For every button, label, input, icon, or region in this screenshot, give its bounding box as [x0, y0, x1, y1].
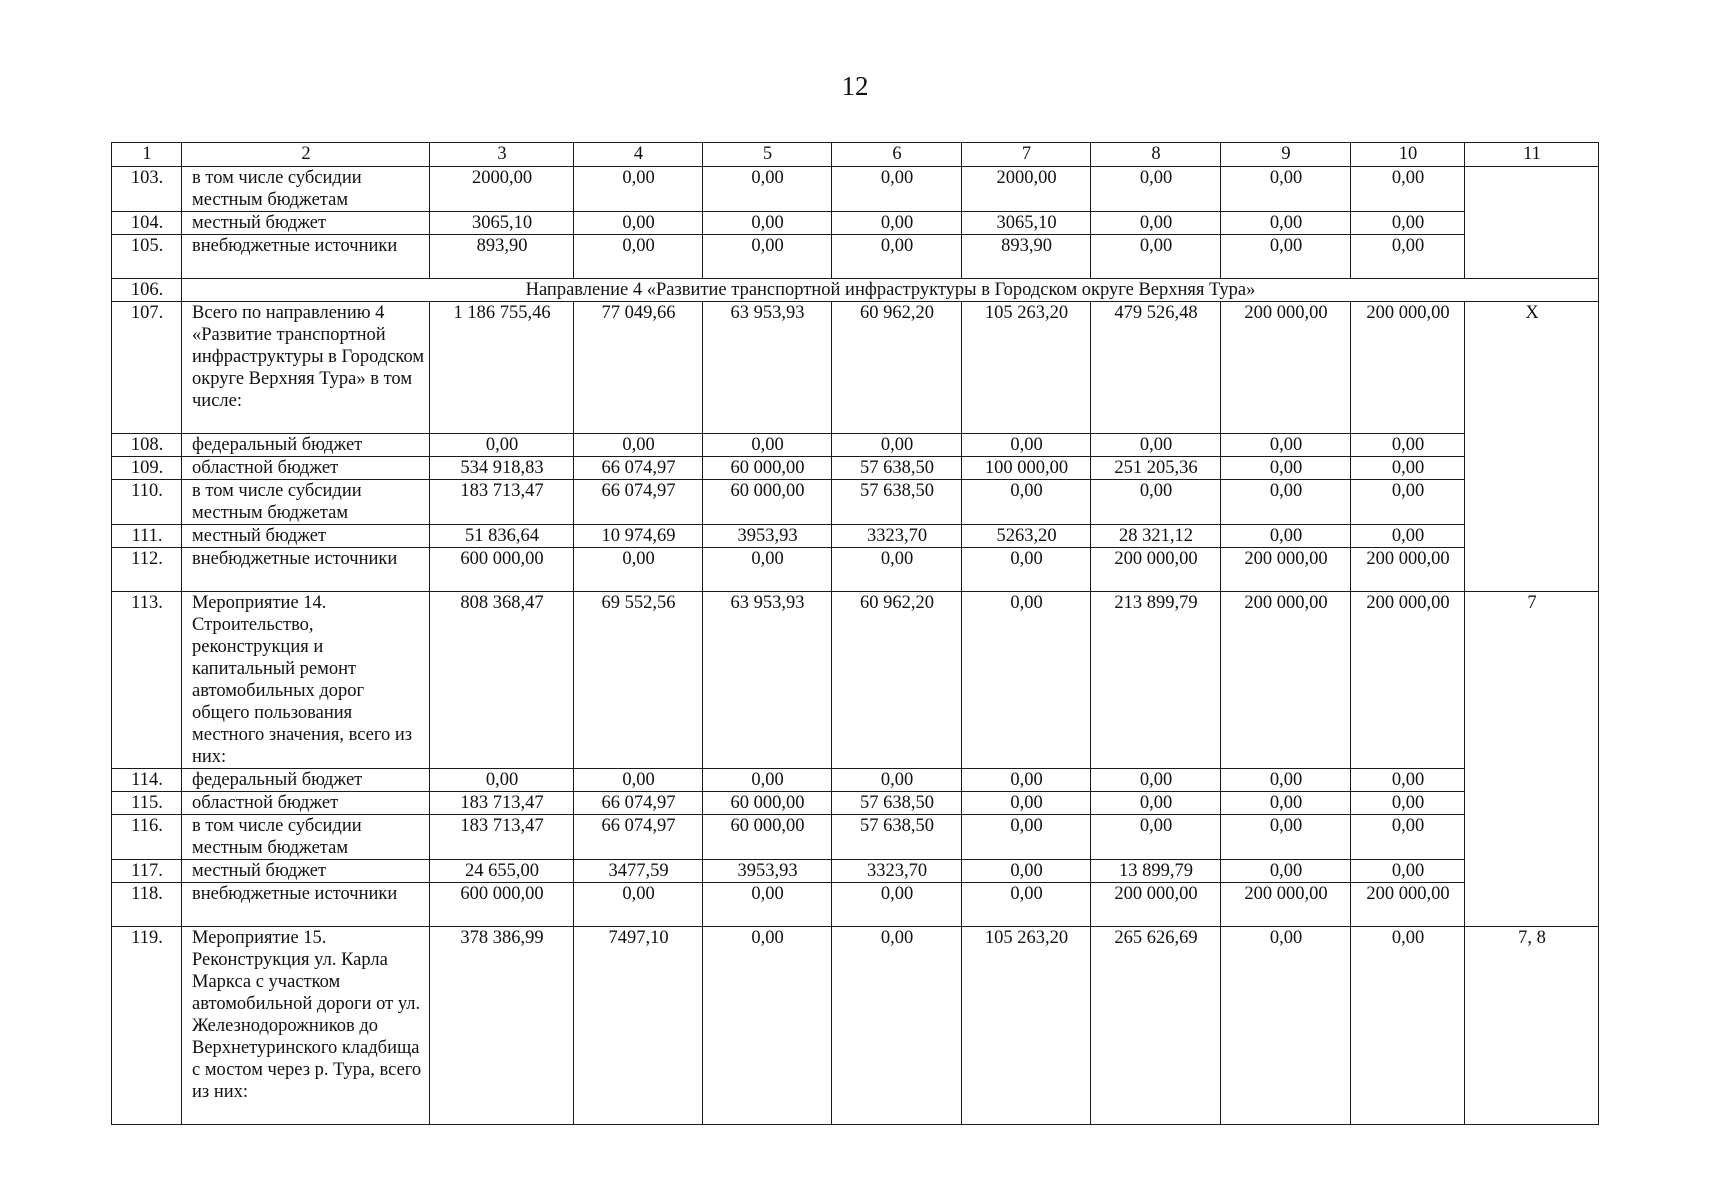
- value-cell: 3477,59: [574, 860, 703, 883]
- value-cell: 378 386,99: [430, 927, 574, 1125]
- value-cell: 3065,10: [962, 212, 1091, 235]
- row-name: областной бюджет: [182, 792, 430, 815]
- value-cell: 0,00: [962, 860, 1091, 883]
- value-cell: 251 205,36: [1091, 457, 1221, 480]
- row-number: 112.: [112, 548, 182, 592]
- row-name: Мероприятие 15. Реконструкция ул. Карла Маркса с участком автомобильной дороги от ул. Железнодорожников до Верхнетуринского кладбища с мостом через р. Тура, всего из них:: [182, 927, 430, 1125]
- row-name: федеральный бюджет: [182, 434, 430, 457]
- value-cell: 3323,70: [832, 525, 962, 548]
- row-name: внебюджетные источники: [182, 548, 430, 592]
- value-cell: 66 074,97: [574, 480, 703, 525]
- value-cell: 66 074,97: [574, 792, 703, 815]
- row-name: в том числе субсидии местным бюджетам: [182, 167, 430, 212]
- table-row: [112, 927, 1599, 1125]
- row-name: федеральный бюджет: [182, 769, 430, 792]
- value-cell: 0,00: [1351, 457, 1465, 480]
- value-cell: 13 899,79: [1091, 860, 1221, 883]
- row-number: 107.: [112, 302, 182, 434]
- value-cell: 0,00: [1221, 480, 1351, 525]
- value-cell: 200 000,00: [1221, 883, 1351, 927]
- value-cell: 0,00: [1091, 480, 1221, 525]
- value-cell: 0,00: [1351, 480, 1465, 525]
- value-cell: 0,00: [574, 167, 703, 212]
- value-cell: 0,00: [832, 434, 962, 457]
- table-header: [112, 143, 1599, 167]
- value-cell: 2000,00: [962, 167, 1091, 212]
- value-cell: 10 974,69: [574, 525, 703, 548]
- value-cell: 0,00: [832, 235, 962, 279]
- header-cell: 11: [1465, 143, 1599, 167]
- row-number: 109.: [112, 457, 182, 480]
- value-cell: 893,90: [430, 235, 574, 279]
- table-row: [112, 457, 1599, 480]
- value-cell: 0,00: [1091, 212, 1221, 235]
- table-row: [112, 235, 1599, 279]
- value-cell: 60 000,00: [703, 792, 832, 815]
- value-cell: 0,00: [1221, 167, 1351, 212]
- value-cell: 0,00: [1221, 927, 1351, 1125]
- value-cell: 0,00: [703, 548, 832, 592]
- value-cell: 0,00: [703, 927, 832, 1125]
- value-cell: 63 953,93: [703, 302, 832, 434]
- header-cell: 3: [430, 143, 574, 167]
- value-cell: 0,00: [703, 883, 832, 927]
- value-cell: 0,00: [962, 434, 1091, 457]
- value-cell: 0,00: [962, 792, 1091, 815]
- row-number: 113.: [112, 592, 182, 769]
- value-cell: 200 000,00: [1091, 548, 1221, 592]
- value-cell: 0,00: [1351, 769, 1465, 792]
- value-cell: 534 918,83: [430, 457, 574, 480]
- value-cell: 893,90: [962, 235, 1091, 279]
- row-name: внебюджетные источники: [182, 883, 430, 927]
- table-row: [112, 167, 1599, 212]
- value-cell: 3953,93: [703, 860, 832, 883]
- value-cell: 0,00: [574, 434, 703, 457]
- value-cell: 0,00: [1351, 212, 1465, 235]
- row-name: Всего по направлению 4 «Развитие транспортной инфраструктуры в Городском округе Верхняя Тура» в том числе:: [182, 302, 430, 434]
- row-number: 108.: [112, 434, 182, 457]
- value-cell: 0,00: [1221, 860, 1351, 883]
- value-cell: 183 713,47: [430, 480, 574, 525]
- header-cell: 10: [1351, 143, 1465, 167]
- value-cell: 0,00: [1221, 792, 1351, 815]
- value-cell: 105 263,20: [962, 927, 1091, 1125]
- value-cell: 0,00: [962, 815, 1091, 860]
- header-cell: 5: [703, 143, 832, 167]
- target-indicator-cell: [1465, 167, 1599, 279]
- value-cell: 5263,20: [962, 525, 1091, 548]
- value-cell: 0,00: [962, 883, 1091, 927]
- value-cell: 600 000,00: [430, 548, 574, 592]
- table-row: [112, 792, 1599, 815]
- value-cell: 0,00: [574, 548, 703, 592]
- table-row: [112, 548, 1599, 592]
- table-row: [112, 434, 1599, 457]
- row-name: в том числе субсидии местным бюджетам: [182, 480, 430, 525]
- target-indicator-cell: 7: [1465, 592, 1599, 927]
- row-number: 115.: [112, 792, 182, 815]
- header-cell: 2: [182, 143, 430, 167]
- value-cell: 0,00: [430, 434, 574, 457]
- value-cell: 100 000,00: [962, 457, 1091, 480]
- row-name: местный бюджет: [182, 212, 430, 235]
- value-cell: 808 368,47: [430, 592, 574, 769]
- value-cell: 200 000,00: [1221, 592, 1351, 769]
- value-cell: 0,00: [1091, 769, 1221, 792]
- value-cell: 0,00: [1221, 434, 1351, 457]
- value-cell: 0,00: [832, 769, 962, 792]
- value-cell: 0,00: [1221, 235, 1351, 279]
- value-cell: 0,00: [1091, 434, 1221, 457]
- row-number: 111.: [112, 525, 182, 548]
- value-cell: 200 000,00: [1351, 883, 1465, 927]
- value-cell: 0,00: [1221, 769, 1351, 792]
- row-name: в том числе субсидии местным бюджетам: [182, 815, 430, 860]
- value-cell: 0,00: [1091, 167, 1221, 212]
- page-number: 12: [841, 71, 869, 101]
- value-cell: 0,00: [832, 927, 962, 1125]
- value-cell: 0,00: [1351, 525, 1465, 548]
- value-cell: 66 074,97: [574, 815, 703, 860]
- header-cell: 8: [1091, 143, 1221, 167]
- value-cell: 0,00: [574, 769, 703, 792]
- value-cell: 0,00: [703, 769, 832, 792]
- value-cell: 0,00: [574, 212, 703, 235]
- row-number: 103.: [112, 167, 182, 212]
- table-row: [112, 480, 1599, 525]
- value-cell: 28 321,12: [1091, 525, 1221, 548]
- value-cell: 200 000,00: [1091, 883, 1221, 927]
- table-row: [112, 592, 1599, 769]
- value-cell: 0,00: [962, 480, 1091, 525]
- table-row: [112, 212, 1599, 235]
- row-number: 117.: [112, 860, 182, 883]
- value-cell: 600 000,00: [430, 883, 574, 927]
- value-cell: 200 000,00: [1351, 548, 1465, 592]
- value-cell: 0,00: [1091, 235, 1221, 279]
- value-cell: 200 000,00: [1221, 302, 1351, 434]
- table-row: [112, 815, 1599, 860]
- row-name: внебюджетные источники: [182, 235, 430, 279]
- row-name: областной бюджет: [182, 457, 430, 480]
- value-cell: 57 638,50: [832, 792, 962, 815]
- value-cell: 0,00: [1221, 815, 1351, 860]
- budget-table: [111, 142, 1599, 1125]
- header-cell: 9: [1221, 143, 1351, 167]
- value-cell: 0,00: [1351, 927, 1465, 1125]
- section-title: Направление 4 «Развитие транспортной инфраструктуры в Городском округе Верхняя Тура»: [182, 279, 1599, 302]
- value-cell: 0,00: [832, 212, 962, 235]
- value-cell: 0,00: [1351, 235, 1465, 279]
- value-cell: 0,00: [1351, 167, 1465, 212]
- value-cell: 0,00: [1351, 860, 1465, 883]
- value-cell: 63 953,93: [703, 592, 832, 769]
- row-number: 106.: [112, 279, 182, 302]
- value-cell: 213 899,79: [1091, 592, 1221, 769]
- table-body: [112, 167, 1599, 1125]
- value-cell: 0,00: [832, 548, 962, 592]
- row-number: 105.: [112, 235, 182, 279]
- value-cell: 0,00: [832, 883, 962, 927]
- row-number: 104.: [112, 212, 182, 235]
- value-cell: 51 836,64: [430, 525, 574, 548]
- value-cell: 0,00: [1351, 434, 1465, 457]
- value-cell: 183 713,47: [430, 792, 574, 815]
- value-cell: 0,00: [1221, 525, 1351, 548]
- value-cell: 0,00: [1351, 792, 1465, 815]
- value-cell: 479 526,48: [1091, 302, 1221, 434]
- value-cell: 0,00: [703, 212, 832, 235]
- value-cell: 60 962,20: [832, 592, 962, 769]
- value-cell: 24 655,00: [430, 860, 574, 883]
- value-cell: 57 638,50: [832, 480, 962, 525]
- value-cell: 66 074,97: [574, 457, 703, 480]
- header-cell: 4: [574, 143, 703, 167]
- value-cell: 1 186 755,46: [430, 302, 574, 434]
- value-cell: 200 000,00: [1351, 592, 1465, 769]
- value-cell: 265 626,69: [1091, 927, 1221, 1125]
- value-cell: 183 713,47: [430, 815, 574, 860]
- value-cell: 0,00: [430, 769, 574, 792]
- row-number: 118.: [112, 883, 182, 927]
- row-name: местный бюджет: [182, 860, 430, 883]
- target-indicator-cell: 7, 8: [1465, 927, 1599, 1125]
- row-number: 110.: [112, 480, 182, 525]
- value-cell: 2000,00: [430, 167, 574, 212]
- value-cell: 0,00: [832, 167, 962, 212]
- value-cell: 7497,10: [574, 927, 703, 1125]
- header-cell: 1: [112, 143, 182, 167]
- row-number: 119.: [112, 927, 182, 1125]
- value-cell: 3323,70: [832, 860, 962, 883]
- row-number: 114.: [112, 769, 182, 792]
- value-cell: 3065,10: [430, 212, 574, 235]
- value-cell: 200 000,00: [1221, 548, 1351, 592]
- value-cell: 0,00: [574, 235, 703, 279]
- table-row: [112, 769, 1599, 792]
- value-cell: 57 638,50: [832, 815, 962, 860]
- table-row: [112, 302, 1599, 434]
- value-cell: 60 962,20: [832, 302, 962, 434]
- value-cell: 60 000,00: [703, 457, 832, 480]
- row-name: местный бюджет: [182, 525, 430, 548]
- value-cell: 0,00: [703, 434, 832, 457]
- value-cell: 0,00: [1091, 792, 1221, 815]
- value-cell: 0,00: [962, 769, 1091, 792]
- value-cell: 0,00: [962, 548, 1091, 592]
- value-cell: 0,00: [1221, 457, 1351, 480]
- value-cell: 3953,93: [703, 525, 832, 548]
- target-indicator-cell: Х: [1465, 302, 1599, 592]
- value-cell: 77 049,66: [574, 302, 703, 434]
- value-cell: 200 000,00: [1351, 302, 1465, 434]
- table-row: [112, 279, 1599, 302]
- value-cell: 0,00: [574, 883, 703, 927]
- row-name: Мероприятие 14. Строительство, реконструкция и капитальный ремонт автомобильных дорог общего пользования местного значения, всего из них:: [182, 592, 430, 769]
- value-cell: 105 263,20: [962, 302, 1091, 434]
- value-cell: 0,00: [1221, 212, 1351, 235]
- value-cell: 0,00: [962, 592, 1091, 769]
- value-cell: 0,00: [1091, 815, 1221, 860]
- table-row: [112, 860, 1599, 883]
- value-cell: 60 000,00: [703, 815, 832, 860]
- value-cell: 60 000,00: [703, 480, 832, 525]
- value-cell: 69 552,56: [574, 592, 703, 769]
- value-cell: 0,00: [703, 167, 832, 212]
- value-cell: 0,00: [1351, 815, 1465, 860]
- table-row: [112, 525, 1599, 548]
- header-cell: 6: [832, 143, 962, 167]
- value-cell: 57 638,50: [832, 457, 962, 480]
- table-row: [112, 883, 1599, 927]
- header-cell: 7: [962, 143, 1091, 167]
- value-cell: 0,00: [703, 235, 832, 279]
- row-number: 116.: [112, 815, 182, 860]
